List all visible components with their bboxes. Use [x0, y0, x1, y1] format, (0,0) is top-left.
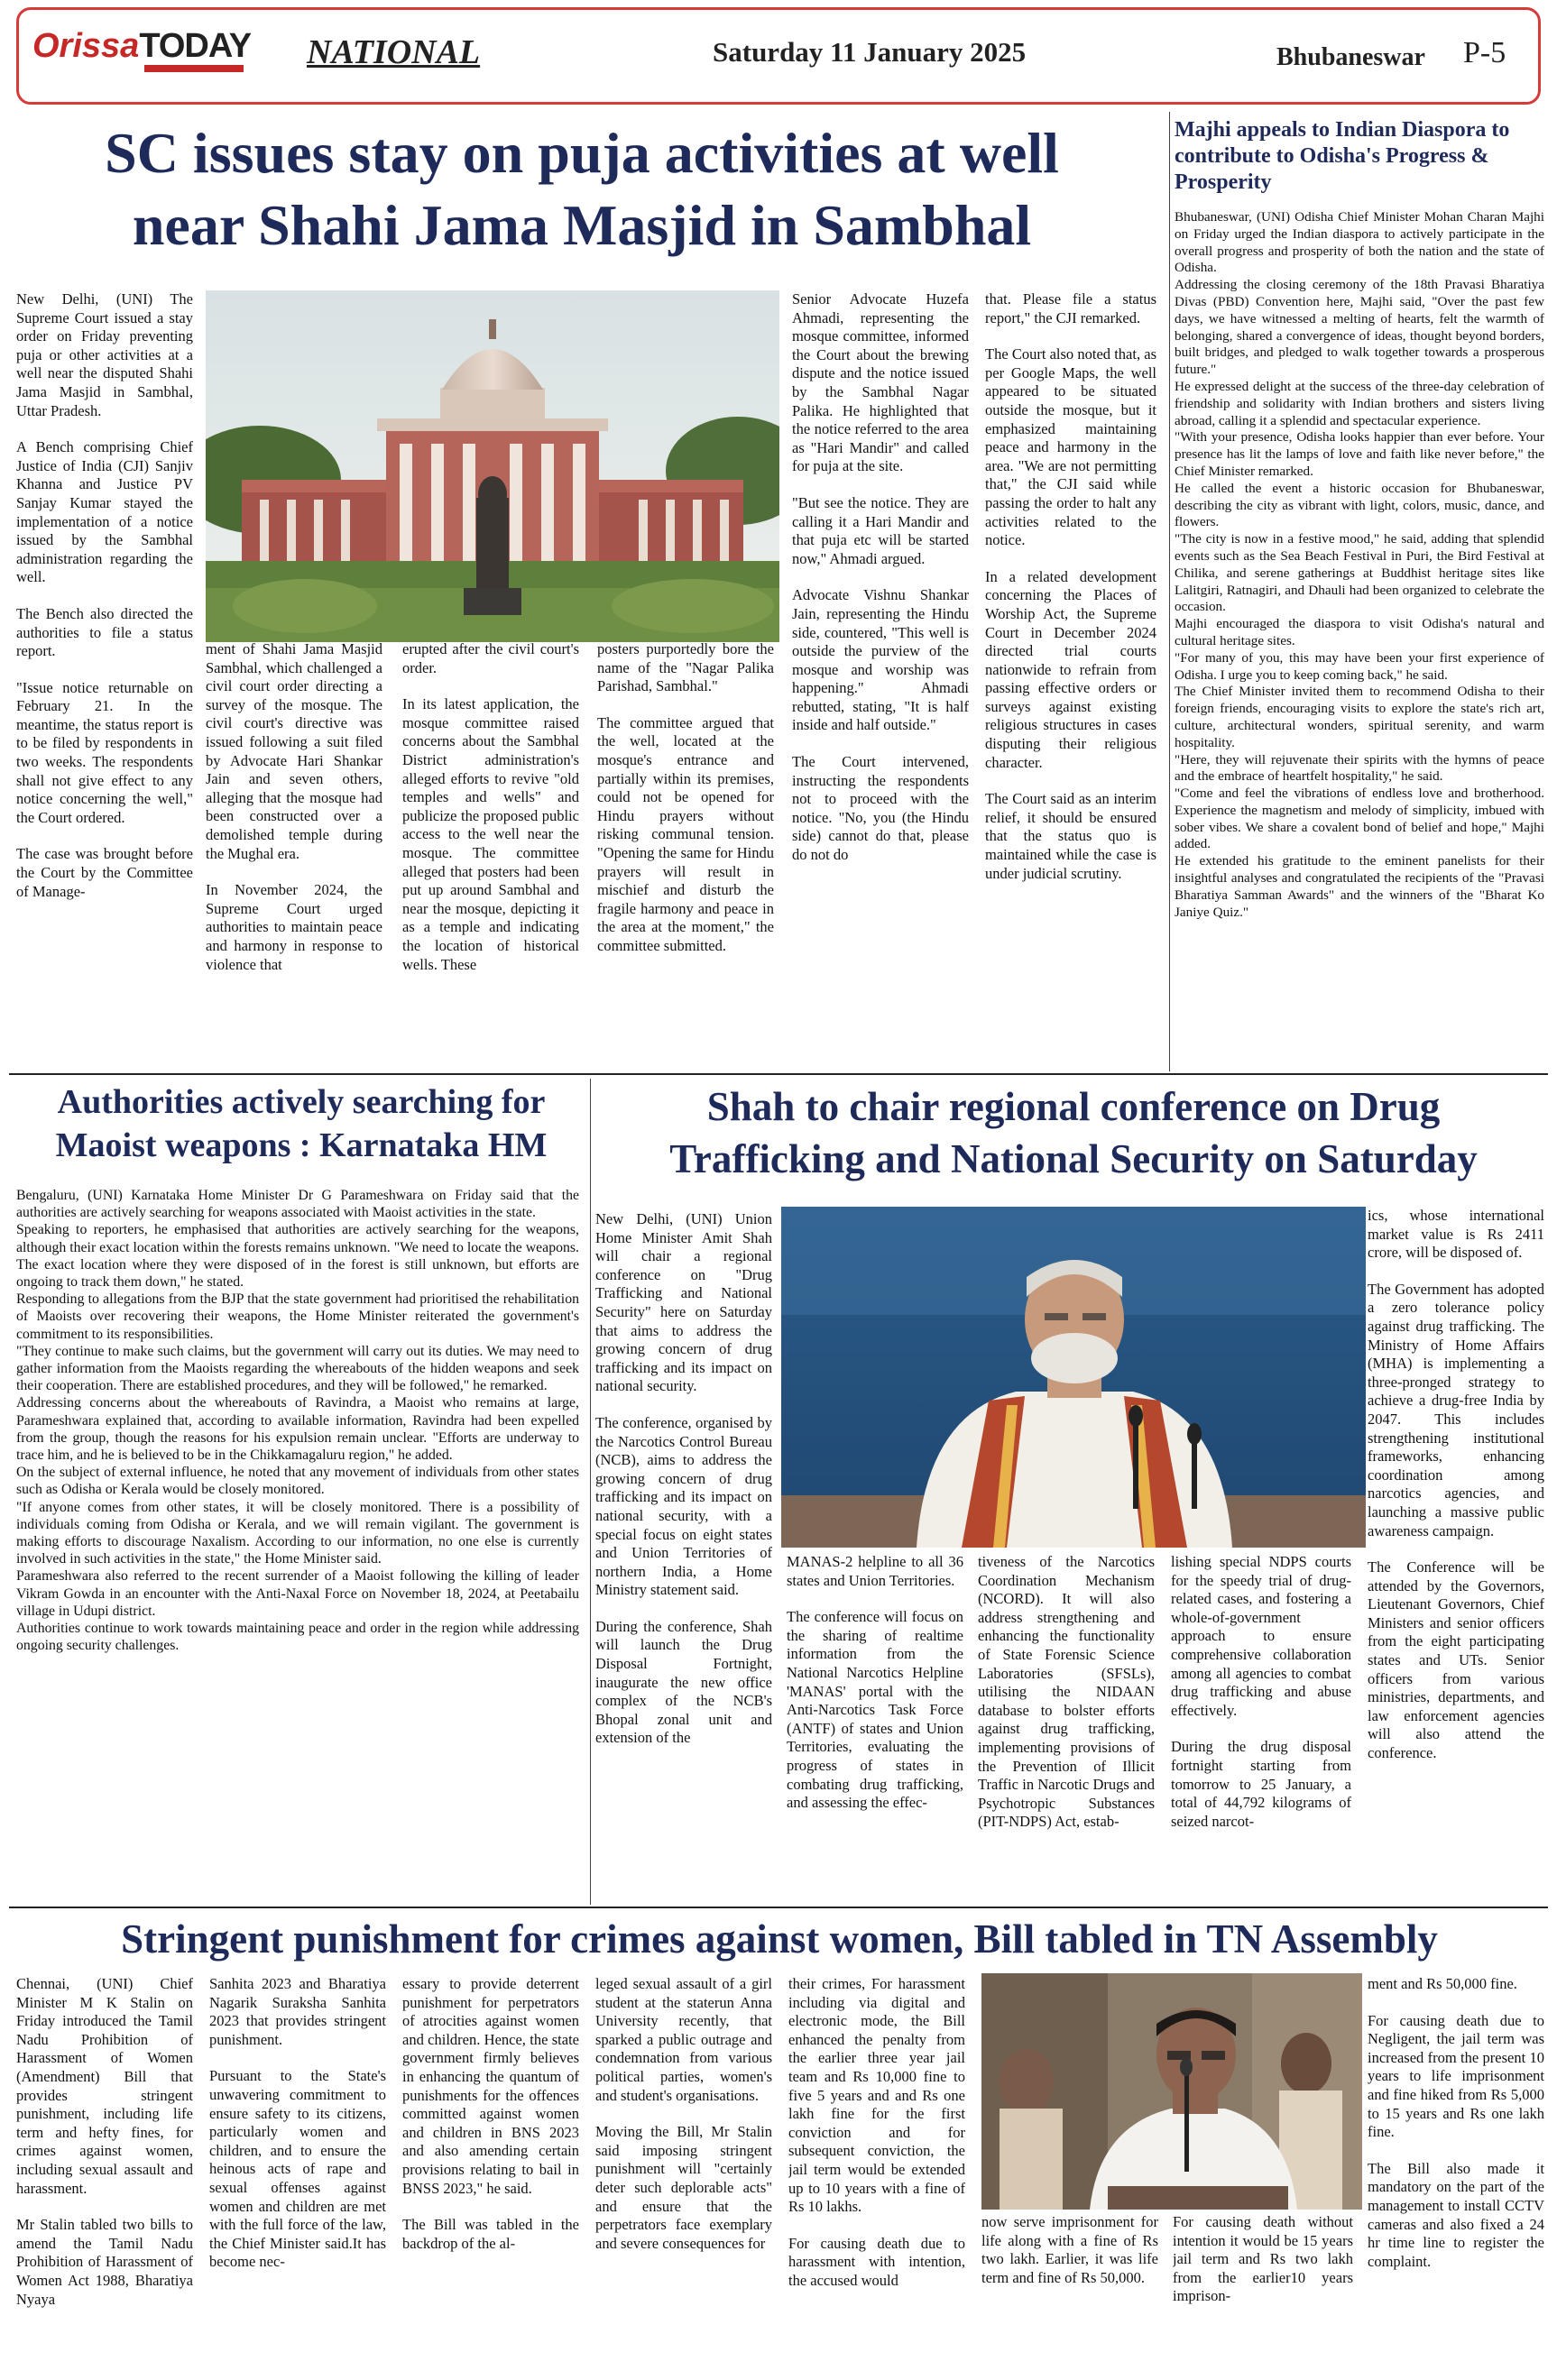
- article4-headline: [595, 1080, 1552, 1185]
- article1-paragraph: In a related development concerning the Places of Worship Act, the Supreme Court in December 2024 directed trial courts nationwide to refrain from passing effective orders or surveys against existing religious structures in cases disputing their religious character.: [985, 567, 1156, 771]
- logo-orissa: Orissa: [32, 27, 140, 65]
- article4-paragraph: lishing special NDPS courts for the speedy trial of drug-related cases, and fostering a whole-of-government approach to ensure comprehensive collaboration among all agencies to combat drug trafficking and abuse effectively.: [1171, 1553, 1351, 1719]
- article5-paragraph: Sanhita 2023 and Bharatiya Nagarik Suraksha Sanhita 2023 that provides stringent punishment.: [209, 1975, 386, 2048]
- section-divider: [9, 1907, 1548, 1908]
- article1-paragraph: A Bench comprising Chief Justice of India (CJI) Sanjiv Khanna and Justice PV Sanjay Kumar stayed the implementation of a notice issued by the Sambhal administration regarding the well.: [16, 438, 193, 586]
- article4-col2: [787, 1553, 963, 1905]
- article3-headline: [13, 1080, 590, 1167]
- article2-paragraph: He extended his gratitude to the eminent panelists for their insightful analyses and congratulated the recipients of the "Pravasi Bharatiya Samman Awards" and the winners of the "Bharat Ko Janiye Quiz.": [1175, 853, 1544, 920]
- article5-col1: [16, 1975, 193, 2372]
- article5-paragraph: The Bill was tabled in the backdrop of the al-: [402, 2216, 579, 2252]
- page-number: P-5: [1463, 36, 1506, 69]
- amit-shah-photo: [781, 1207, 1366, 1548]
- article1-col3: [402, 640, 579, 1070]
- article3-paragraph: Bengaluru, (UNI) Karnataka Home Minister Dr G Parameshwara on Friday said that the authorities are actively searching for weapons associated with Maoist activities in the state.: [16, 1188, 579, 1221]
- article1-paragraph: erupted after the civil court's order.: [402, 640, 579, 676]
- article2-paragraph: He expressed delight at the success of the three-day celebration of friendship and solidarity with Indian brothers and sisters living abroad, calling it a splendid and spectacular experience.: [1175, 378, 1544, 428]
- article4-paragraph: tiveness of the Narcotics Coordination Mechanism (NCORD). It will also address strengthening and enhancing the functionality of State Forensic Science Laboratories (SFSLs), utilising the NIDAAN database to bolster efforts against drug trafficking, implementing provisions of the Prevention of Illicit Traffic in Narcotic Drugs and Psychotropic Substances (PIT-NDPS) Act, estab-: [978, 1553, 1155, 1831]
- stalin-photo: [981, 1973, 1362, 2210]
- article2-paragraph: Majhi encouraged the diaspora to visit Odisha's natural and cultural heritage sites.: [1175, 616, 1544, 648]
- article1-paragraph: The case was brought before the Court by the Committee of Manage-: [16, 845, 193, 900]
- article1-col1: [16, 290, 193, 1066]
- article1-headline-line1: SC issues stay on puja activities at well: [105, 121, 1059, 185]
- article3-headline-line2: Maoist weapons : Karnataka HM: [55, 1126, 548, 1164]
- article3-paragraph: Speaking to reporters, he emphasised that authorities are actively searching for the weapons, although their exact location within the forests remains unknown. "We need to locate the weapons. The exact location where they were disposed of in the forest is still unknown, but efforts are ongoing to track them down," he stated.: [16, 1222, 579, 1291]
- section-divider: [9, 1073, 1548, 1075]
- article5-headline: Stringent punishment for crimes against women, Bill tabled in TN Assembly: [121, 1916, 1438, 1962]
- article4-paragraph: The Government has adopted a zero tolerance policy against drug trafficking. The Ministry of Home Affairs (MHA) is implementing a three-pronged strategy to achieve a drug-free India by 2047. This includes strengthening institutional frameworks, enhancing coordination among narcotics agencies, and launching a massive public awareness campaign.: [1368, 1280, 1544, 1539]
- article2-paragraph: "Come and feel the vibrations of endless love and brotherhood. Experience the magnetism and melody of simplicity, imbued with sober vibes. We share a covalent bond of belief and hope," Majhi added.: [1175, 786, 1544, 852]
- article5-col5: [788, 1975, 965, 2372]
- article3-paragraph: On the subject of external influence, he noted that any movement of individuals from other states such as Odisha or Kerala would be closely monitored.: [16, 1465, 579, 1498]
- assembly-speaker-image: [981, 1973, 1362, 2210]
- article4-paragraph: During the conference, Shah will launch the Drug Disposal Fortnight, inaugurate the new office complex of the NCB's Bhopal zonal unit and extension of the: [595, 1617, 772, 1747]
- supreme-court-building-image: [206, 290, 779, 642]
- article1-paragraph: The Bench also directed the authorities to file a status report.: [16, 604, 193, 660]
- article5-col8: [1368, 1975, 1544, 2372]
- article3-paragraph: Authorities continue to work towards maintaining peace and order in the region while addressing ongoing security challenges.: [16, 1621, 579, 1654]
- article5-paragraph: For causing death due to Negligent, the jail term was increased from the present 10 years to life imprisonment and fine hiked from Rs 5,000 to 15 years and Rs one lakh fine.: [1368, 2011, 1544, 2141]
- article5-col6: [981, 2213, 1158, 2372]
- article2-paragraph: "The city is now in a festive mood," he said, adding that splendid events such as the Sea Beach Festival in Puri, the Bird Festival at Chilika, and serene gatherings at Buddhist heritage sites like Lalitgiri, Ratnagiri, and Dhauli had been organized to celebrate the occasion.: [1175, 531, 1544, 615]
- supreme-court-photo: [206, 290, 779, 642]
- article1-col4: [597, 640, 774, 1070]
- logo-tagline-bar: [144, 65, 244, 72]
- article2-paragraph: "With your presence, Odisha looks happier than ever before. Your presence has lit the lamps of love and faith like never before," the Chief Minister remarked.: [1175, 429, 1544, 479]
- article3-body: [16, 1187, 579, 1901]
- article1-paragraph: In November 2024, the Supreme Court urged authorities to maintain peace and harmony in response to violence that: [206, 881, 382, 973]
- article2-paragraph: "For many of you, this may have been your first experience of Odisha. I urge you to keep coming back," he said.: [1175, 649, 1544, 683]
- article5-paragraph: Mr Stalin tabled two bills to amend the Tamil Nadu Prohibition of Harassment of Women Act 1988, Bharatiya Nyaya: [16, 2216, 193, 2308]
- article4-col3: [978, 1553, 1155, 1905]
- article1-paragraph: "But see the notice. They are calling it a Hari Mandir and that puja etc will be started now," Ahmadi argued.: [792, 493, 969, 567]
- article5-paragraph: Chennai, (UNI) Chief Minister M K Stalin on Friday introduced the Tamil Nadu Prohibition of Harassment of Women (Amendment) Bill that provides stringent punishment, including life term and hefty fines, for crimes against women, including sexual assault and harassment.: [16, 1975, 193, 2197]
- article5-col4: [595, 1975, 772, 2372]
- article1-paragraph: Senior Advocate Huzefa Ahmadi, representing the mosque committee, informed the Court about the brewing dispute and the notice issued by the Sambhal Nagar Palika. He highlighted that the notice referred to the area as "Hari Mandir" and called for puja at the site.: [792, 290, 969, 475]
- speaker-at-podium-image: [781, 1207, 1366, 1548]
- article4-col4: [1171, 1553, 1351, 1905]
- article2-paragraph: Addressing the closing ceremony of the 18th Pravasi Bharatiya Divas (PBD) Convention here, Majhi said, "Over the past few days, we have witnessed a melting of hearts, felt the warmth of belonging, shared a convergence of ideas, thought beyond borders, built bridges, and pledged to walk together towards a prosperous future.": [1175, 277, 1544, 378]
- article2-body: [1175, 209, 1544, 1071]
- article3-paragraph: Responding to allegations from the BJP that the state government had prioritised the rehabilitation of Maoists over recovering their weapons, the Home Minister reiterated the government's commitment to its responsibilities.: [16, 1291, 579, 1342]
- article5-paragraph: leged sexual assault of a girl student at the staterun Anna University recently, that sparked a public outrage and condemnation from various political parties, women's and student's organisations.: [595, 1975, 772, 2104]
- article4-paragraph: During the drug disposal fortnight starting from tomorrow to 25 January, a total of 44,792 kilograms of seized narcot-: [1171, 1738, 1351, 1830]
- article1-headline-line2: near Shahi Jama Masjid in Sambhal: [132, 193, 1032, 257]
- article5-paragraph: Moving the Bill, Mr Stalin said imposing stringent punishment will "certainly deter such deplorable acts" and ensure that the perpetrators face exemplary and severe consequences for: [595, 2123, 772, 2252]
- article1-col5: [792, 290, 969, 1070]
- article3-paragraph: "They continue to make such claims, but the government will carry out its duties. We may need to gather information from the Maoists regarding the whereabouts of the hidden weapons and seek their cooperation. There are established procedures, and they will be followed," he remarked.: [16, 1343, 579, 1394]
- article1-paragraph: The Court intervened, instructing the respondents not to proceed with the notice. "No, you (the Hindu side) cannot do that, please do not do: [792, 753, 969, 864]
- article4-paragraph: New Delhi, (UNI) Union Home Minister Amit Shah will chair a regional conference on "Drug Trafficking and National Security" here on Saturday that aims to address the growing concern of drug trafficking and its impact on national security.: [595, 1210, 772, 1395]
- article5-paragraph: essary to provide deterrent punishment for perpetrators of atrocities against women and children. Hence, the state government firmly believes in enhancing the quantum of punishments for the offences committed against women and children in BNS 2023 and also amending certain provisions relating to bail in BNSS 2023," he said.: [402, 1975, 579, 2197]
- article4-headline-line1: Shah to chair regional conference on Drug: [706, 1084, 1441, 1129]
- article5-paragraph: their crimes, For harassment including via digital and electronic mode, the Bill enhanced the penalty from the earlier three year jail team and Rs 10,000 fine to five 5 years and and Rs one lakh fine for the first conviction and for subsequent conviction, the jail term would be extended up to 10 years with a fine of Rs 10 lakhs.: [788, 1975, 965, 2216]
- article1-paragraph: New Delhi, (UNI) The Supreme Court issued a stay order on Friday preventing puja or other activities at a well near the disputed Shahi Jama Masjid in Sambhal, Uttar Pradesh.: [16, 290, 193, 419]
- article4-headline-line2: Trafficking and National Security on Saturday: [669, 1136, 1478, 1181]
- article5-paragraph: now serve imprisonment for life along with a fine of Rs two lakh. Earlier, it was life term and fine of Rs 50,000.: [981, 2213, 1158, 2286]
- article2-paragraph: He called the event a historic occasion for Bhubaneswar, describing the city as vibrant with light, colors, music, dance, and flowers.: [1175, 480, 1544, 530]
- article4-col1: [595, 1210, 772, 1905]
- article1-paragraph: posters purportedly bore the name of the "Nagar Palika Parishad, Sambhal.": [597, 640, 774, 695]
- article4-paragraph: The conference, organised by the Narcotics Control Bureau (NCB), aims to address the growing concern of drug trafficking and its impact on national security, with a special focus on eight states and Union Territories of northern India, a Home Ministry statement said.: [595, 1413, 772, 1599]
- section-name: NATIONAL: [307, 33, 481, 71]
- article2-paragraph: "Here, they will rejuvenate their spirits with the hymns of peace and the embrace of heartfelt hospitality," he said.: [1175, 751, 1544, 785]
- article1-paragraph: The Court also noted that, as per Google Maps, the well appeared to be situated outside the mosque, but it emphasized maintaining peace and harmony in the area. "We are not permitting that," the CJI said while passing the order to halt any activities related to the notice.: [985, 345, 1156, 549]
- article2-headline: Majhi appeals to Indian Diaspora to contribute to Odisha's Progress & Prosperity: [1175, 118, 1510, 194]
- article4-col5: [1368, 1207, 1544, 1905]
- article4-paragraph: MANAS-2 helpline to all 36 states and Union Territories.: [787, 1553, 963, 1589]
- article4-paragraph: ics, whose international market value is Rs 2411 crore, will be disposed of.: [1368, 1207, 1544, 1262]
- article5-paragraph: Pursuant to the State's unwavering commitment to ensure safety to its citizens, particularly women and children, and to ensure the heinous acts of rape and sexual offenses against women and children are met with the full force of the law, the Chief Minister said.It has become nec-: [209, 2067, 386, 2271]
- article1-headline: [13, 117, 1151, 262]
- article5-col7: [1173, 2213, 1353, 2372]
- logo-today: TODAY: [139, 27, 252, 65]
- column-rule: [1169, 112, 1170, 1071]
- article5-paragraph: The Bill also made it mandatory on the part of the management to install CCTV cameras and also fixed a 24 hr time line to register the complaint.: [1368, 2159, 1544, 2270]
- article3-paragraph: Parameshwara also referred to the recent surrender of a Maoist following the killing of leader Vikram Gowda in an encounter with the Anti-Naxal Force on November 18, 2024, at Peetabailu village in Udupi district.: [16, 1568, 579, 1619]
- article3-headline-line1: Authorities actively searching for: [57, 1083, 546, 1121]
- article1-paragraph: "Issue notice returnable on February 21. In the meantime, the status report is to be filed by respondents in two weeks. The respondents shall not give effect to any notice concerning the well," the Court ordered.: [16, 678, 193, 826]
- article1-paragraph: that. Please file a status report," the CJI remarked.: [985, 290, 1156, 326]
- article1-paragraph: In its latest application, the mosque committee raised concerns about the Sambhal District administration's alleged efforts to revive "old temples and wells" and publicize the proposed public access to the well near the mosque. The committee alleged that posters had been put up around Sambhal and near the mosque, depicting it as a temple and indicating the location of historical wells. These: [402, 695, 579, 973]
- article5-paragraph: For causing death without intention it would be 15 years jail term and Rs two lakh from the earlier10 years imprison-: [1173, 2213, 1353, 2305]
- article1-paragraph: The Court said as an interim relief, it should be ensured that the status quo is maintained while the case is under judicial scrutiny.: [985, 790, 1156, 882]
- article3-paragraph: "If anyone comes from other states, it will be closely monitored. There is a possibility of individuals coming from Odisha or Kerala, and we will remain vigilant. The government is making efforts to discourage Naxalism. According to our information, no one else is currently involved in such activities in the state," the Home Minister said.: [16, 1499, 579, 1567]
- article4-paragraph: The Conference will be attended by the Governors, Lieutenant Governors, Chief Ministers and senior officers from the eight participating states and UTs. Senior officers from various ministries, departments, and law enforcement agencies will also attend the conference.: [1368, 1558, 1544, 1762]
- article1-col2: [206, 640, 382, 1070]
- article3-paragraph: Addressing concerns about the whereabouts of Ravindra, a Maoist who remains at large, Parameshwara explained that, according to available information, Ravindra had been expelled from the group, though the reasons for his expulsion remain unclear. "Efforts are underway to trace him, and he is believed to be in the Chikkamagaluru region," he added.: [16, 1395, 579, 1464]
- article5-col3: [402, 1975, 579, 2372]
- article1-col6: [985, 290, 1156, 1070]
- column-rule: [590, 1079, 591, 1905]
- article2-paragraph: The Chief Minister invited them to recommend Odisha to their foreign friends, encouraging visits to explore the state's rich art, culture, architectural wonders, spiritual serenity, and warm hospitality.: [1175, 684, 1544, 750]
- article4-paragraph: The conference will focus on the sharing of realtime information from the National Narcotics Helpline 'MANAS' portal with the Anti-Narcotics Task Force (ANTF) of states and Union Territories, evaluating the progress of states in combating drug trafficking, and assessing the effec-: [787, 1608, 963, 1812]
- article1-paragraph: ment of Shahi Jama Masjid Sambhal, which challenged a civil court order directing a survey of the mosque. The civil court's directive was issued following a suit filed by Advocate Hari Shankar Jain and seven others, alleging that the mosque had been constructed over a demolished temple during the Mughal era.: [206, 640, 382, 862]
- issue-date: Saturday 11 January 2025: [713, 36, 1027, 68]
- article5-paragraph: For causing death due to harassment with intention, the accused would: [788, 2234, 965, 2289]
- article5-col2: [209, 1975, 386, 2372]
- article1-paragraph: Advocate Vishnu Shankar Jain, representing the Hindu side, countered, "This well is outside the purview of the mosque and worship was happening." Ahmadi rebutted, stating, "It is half inside and half outside.": [792, 586, 969, 734]
- edition-city: Bhubaneswar: [1276, 43, 1425, 71]
- article1-paragraph: The committee argued that the well, located at the mosque's entrance and partially within its premises, could not be opened for Hindu prayers without risking communal tension. "Opening the same for Hindu prayers will result in mischief and disturb the fragile harmony and peace in the area at the moment," the committee submitted.: [597, 713, 774, 954]
- article2-paragraph: Bhubaneswar, (UNI) Odisha Chief Minister Mohan Charan Majhi on Friday urged the Indian diaspora to actively participate in the overall progress and prosperity of both the nation and the state of Odisha.: [1175, 209, 1544, 276]
- article5-paragraph: ment and Rs 50,000 fine.: [1368, 1975, 1517, 1992]
